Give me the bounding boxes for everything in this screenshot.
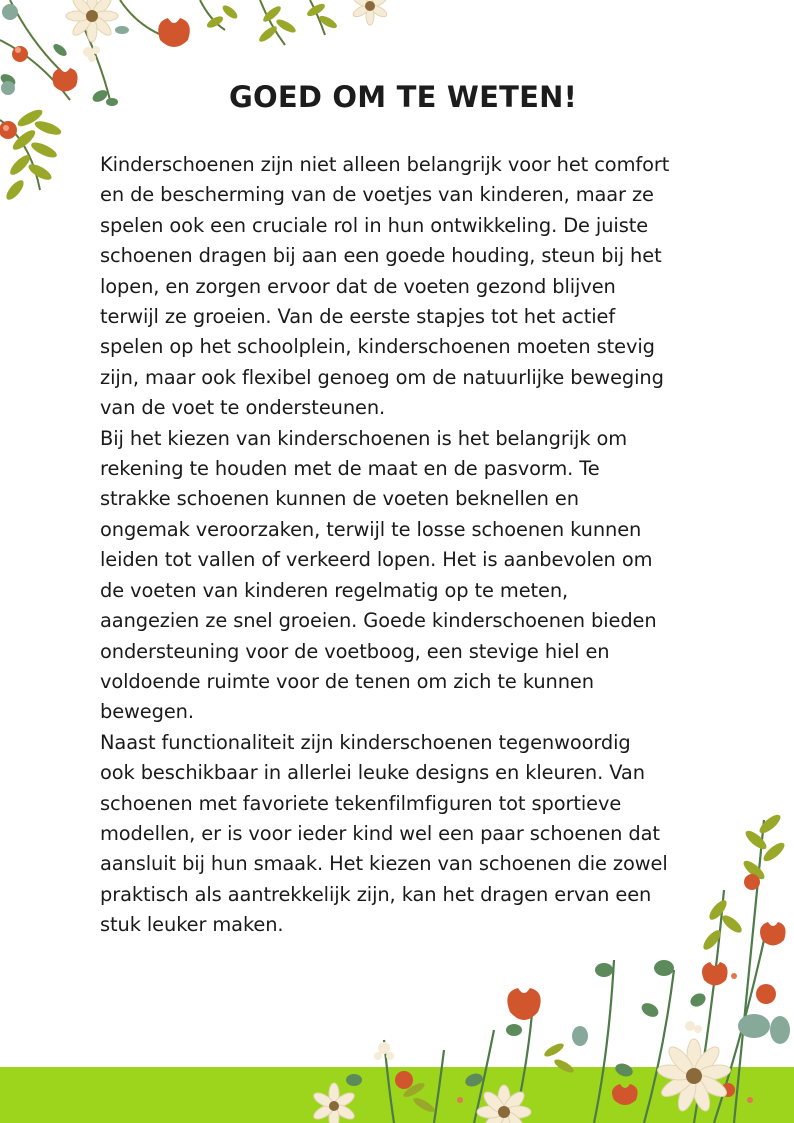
- text-line: ook beschikbaar in allerlei leuke designs en kleuren. Van: [100, 761, 645, 785]
- text-line: stuk leuker maken.: [100, 913, 284, 937]
- text-line: spelen op het schoolplein, kinderschoenen moeten stevig: [100, 335, 655, 359]
- text-line: Naast functionaliteit zijn kinderschoenen tegenwoordig: [100, 730, 631, 754]
- text-line: schoenen dragen bij aan een goede houding, steun bij het: [100, 244, 662, 268]
- text-line: Kinderschoenen zijn niet alleen belangrijk voor het comfort: [100, 153, 670, 176]
- text-line: voldoende ruimte voor de tenen om zich te kunnen: [100, 669, 594, 693]
- text-line: terwijl ze groeien. Van de eerste stapjes tot het actief: [100, 305, 616, 329]
- text-line: schoenen met favoriete tekenfilmfiguren tot sportieve: [100, 791, 622, 815]
- text-line: van de voet te ondersteunen.: [100, 396, 386, 420]
- text-line: Bij het kiezen van kinderschoenen is het belangrijk om: [100, 426, 628, 450]
- text-line: bewegen.: [100, 700, 194, 724]
- text-line: rekening te houden met de maat en de pasvorm. Te: [100, 457, 600, 481]
- text-line: strakke schoenen kunnen de voeten beknellen en: [100, 487, 579, 511]
- text-line: ondersteuning voor de voetboog, een stevige hiel en: [100, 639, 610, 663]
- wildflower-meadow-bottom-right-icon: [294, 800, 794, 1123]
- text-line: aangezien ze snel groeien. Goede kinderschoenen bieden: [100, 609, 657, 633]
- paragraph-2: [100, 424, 760, 728]
- text-line: lopen, en zorgen ervoor dat de voeten gezond blijven: [100, 274, 616, 298]
- text-line: en de bescherming van de voetjes van kinderen, maar ze: [100, 183, 654, 207]
- text-line: modellen, er is voor ieder kind wel een paar schoenen dat: [100, 821, 660, 845]
- text-line: praktisch als aantrekkelijk zijn, kan het dragen ervan een: [100, 882, 652, 906]
- text-line: aansluit bij hun smaak. Het kiezen van schoenen die zowel: [100, 852, 668, 876]
- page-title: GOED OM TE WETEN!: [228, 80, 578, 114]
- text-line: spelen ook een cruciale rol in hun ontwikkeling. De juiste: [100, 213, 649, 237]
- text-line: de voeten van kinderen regelmatig op te meten,: [100, 578, 569, 602]
- text-line: ongemak veroorzaken, terwijl te losse schoenen kunnen: [100, 517, 642, 541]
- text-line: zijn, maar ook flexibel genoeg om de natuurlijke beweging: [100, 365, 664, 389]
- paragraph-1: [100, 150, 760, 424]
- text-line: leiden tot vallen of verkeerd lopen. Het is aanbevolen om: [100, 548, 653, 572]
